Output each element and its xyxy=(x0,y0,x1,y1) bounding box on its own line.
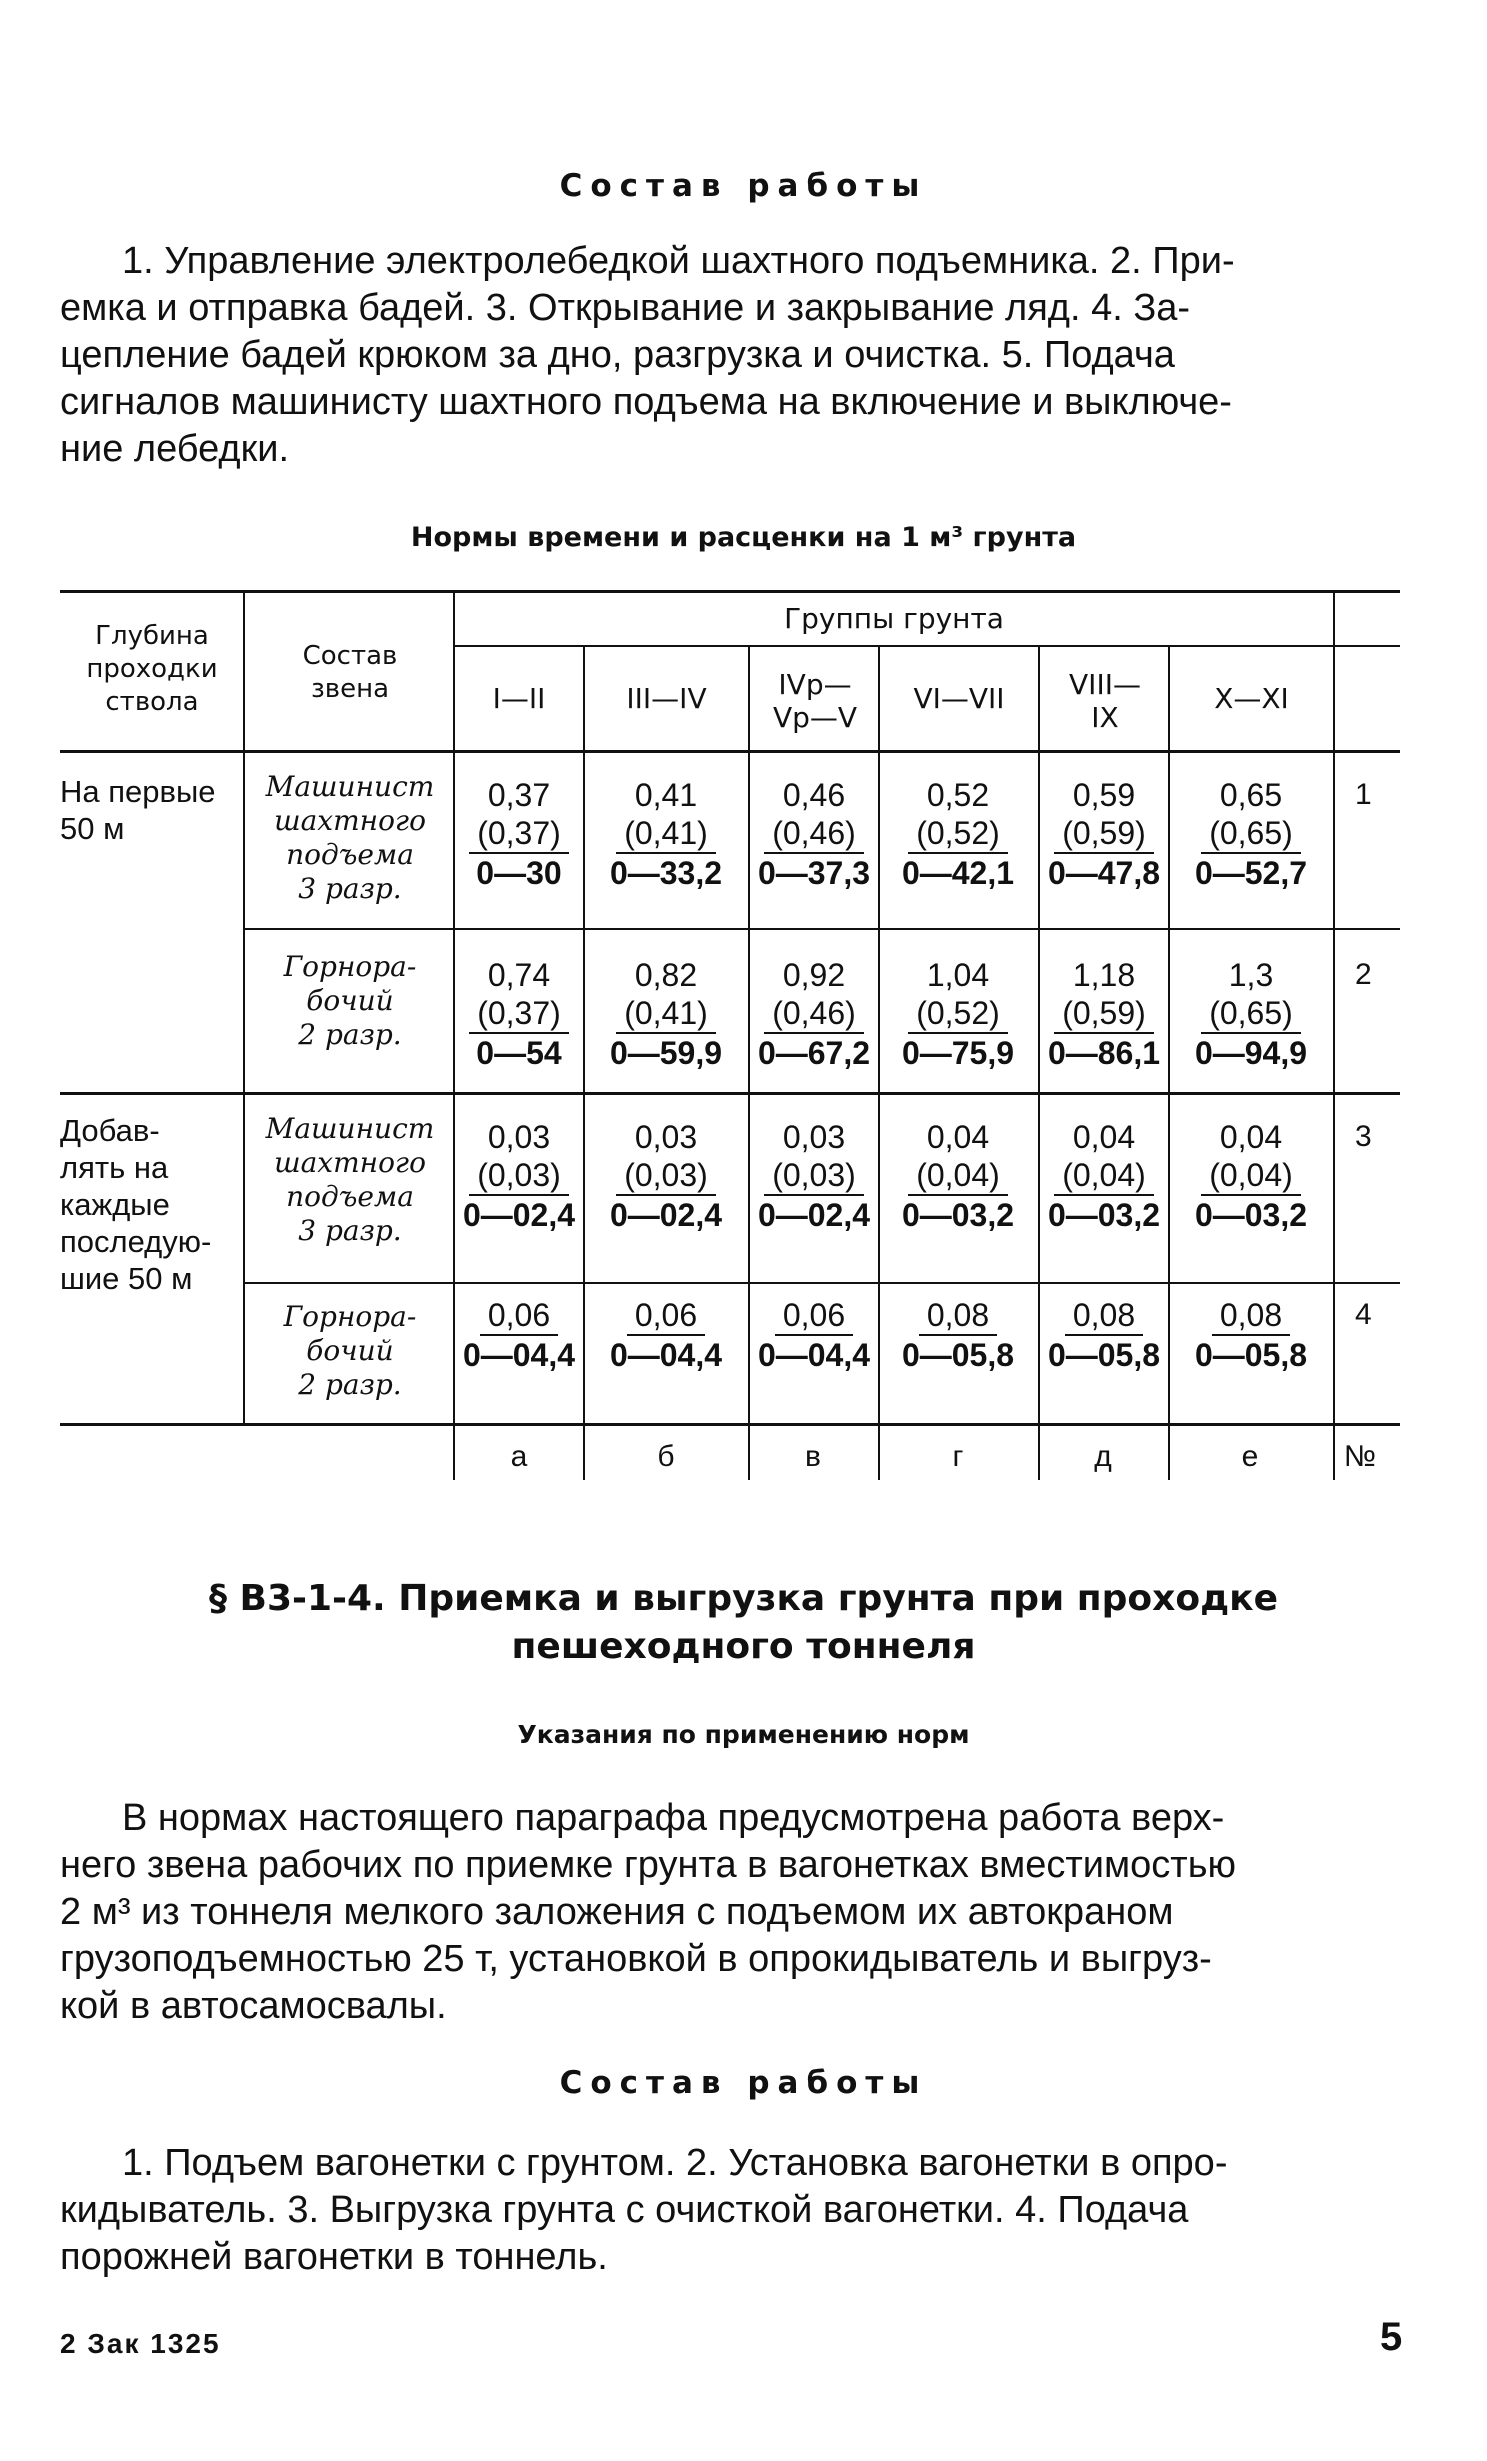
text-line: 1. Управление электролебедкой шахтного подъемника. 2. При- xyxy=(122,240,1235,282)
usage-notes-heading: Указания по применению норм xyxy=(517,1720,970,1749)
crew-label: Горнора- бочий 2 разр. xyxy=(283,1300,417,1401)
text-line: цепление бадей крюком за дно, разгрузка и очистка. 5. Подача xyxy=(60,334,1175,376)
table-cell: 0,03 (0,03) 0—02,4 xyxy=(462,1119,576,1233)
col-header: VI—VII xyxy=(913,682,1005,715)
column-letter: г xyxy=(952,1440,964,1473)
table-cell: 0,06 0—04,4 xyxy=(462,1297,576,1373)
table-cell: 0,92 (0,46) 0—67,2 xyxy=(757,957,871,1071)
text-line: ние лебедки. xyxy=(60,428,290,470)
crew-label: Горнора- бочий 2 разр. xyxy=(283,950,417,1051)
table-cell: 0,46 (0,46) 0—37,3 xyxy=(757,777,871,891)
table-cell: 0,06 0—04,4 xyxy=(757,1297,871,1373)
work-composition-heading: Состав работы xyxy=(559,168,928,204)
text-line: В нормах настоящего параграфа предусмотрена работа верх- xyxy=(122,1797,1225,1839)
table-cell: 1,18 (0,59) 0—86,1 xyxy=(1047,957,1161,1071)
column-letter: д xyxy=(1094,1440,1112,1473)
col-header: I—II xyxy=(492,682,546,715)
crew-label: Машинист шахтного подъема 3 разр. xyxy=(265,770,435,905)
row-depth-additional: Добав- лять на каждые последую- шие 50 м xyxy=(60,1113,212,1296)
row-number: 3 xyxy=(1355,1120,1372,1153)
row-depth-first: На первые 50 м xyxy=(60,774,216,846)
page-number: 5 xyxy=(1380,2315,1403,2359)
text-line: грузоподъемностью 25 т, установкой в опрокидыватель и выгруз- xyxy=(60,1938,1212,1980)
table-cell: 0,59 (0,59) 0—47,8 xyxy=(1047,777,1161,891)
text-line: емка и отправка бадей. 3. Открывание и закрывание ляд. 4. За- xyxy=(60,287,1191,329)
row-number: 2 xyxy=(1355,958,1372,991)
table-cell: 0,52 (0,52) 0—42,1 xyxy=(901,777,1015,891)
work-composition-text xyxy=(60,2140,1398,2281)
col-header: X—XI xyxy=(1214,682,1289,715)
table-cell: 0,06 0—04,4 xyxy=(609,1297,723,1373)
table-caption: Нормы времени и расценки на 1 м³ грунта xyxy=(410,522,1077,553)
table-cell: 0,65 (0,65) 0—52,7 xyxy=(1194,777,1308,891)
text-line: 2 м³ из тоннеля мелкого заложения с подъемом их автокраном xyxy=(60,1891,1174,1933)
col-header: III—IV xyxy=(626,682,707,715)
col-header: VIII—IX xyxy=(1069,668,1141,734)
col-header: IVр—Vр—V xyxy=(772,668,858,734)
table-cell: 0,08 0—05,8 xyxy=(1194,1297,1308,1373)
table-cell: 0,08 0—05,8 xyxy=(1047,1297,1161,1373)
text-line: сигналов машинисту шахтного подъема на включение и выключе- xyxy=(60,381,1232,423)
crew-label: Машинист шахтного подъема 3 разр. xyxy=(265,1112,435,1247)
work-composition-text xyxy=(60,238,1398,473)
text-line: кой в автосамосвалы. xyxy=(60,1985,447,2027)
column-letter: в xyxy=(805,1440,821,1473)
header-crew: Состав звена xyxy=(302,641,398,704)
section-title: § В3-1-4. Приемка и выгрузка грунта при проходке пешеходного тоннеля xyxy=(208,1578,1278,1667)
table-cell: 0,04 (0,04) 0—03,2 xyxy=(1194,1119,1308,1233)
row-number: 4 xyxy=(1355,1298,1372,1331)
table-cell: 0,41 (0,41) 0—33,2 xyxy=(609,777,723,891)
table-cell: 0,04 (0,04) 0—03,2 xyxy=(1047,1119,1161,1233)
table-cell: 0,37 (0,37) 0—30 xyxy=(454,776,584,892)
table-cell: 0,74 (0,37) 0—54 xyxy=(454,956,584,1072)
print-order-mark: 2 Зак 1325 xyxy=(60,2328,221,2359)
table-cell: 0,82 (0,41) 0—59,9 xyxy=(609,957,723,1071)
column-letter: а xyxy=(510,1440,528,1473)
header-depth: Глубина проходки ствола xyxy=(86,621,218,717)
table-cell: 0,03 (0,03) 0—02,4 xyxy=(609,1119,723,1233)
usage-notes-text xyxy=(60,1795,1398,2030)
column-number-sign: № xyxy=(1343,1440,1377,1473)
row-number: 1 xyxy=(1355,778,1372,811)
table-cell: 0,03 (0,03) 0—02,4 xyxy=(757,1119,871,1233)
text-line: порожней вагонетки в тоннель. xyxy=(60,2236,608,2278)
table-cell: 1,3 (0,65) 0—94,9 xyxy=(1194,957,1308,1071)
column-letter: б xyxy=(657,1440,675,1473)
text-line: 1. Подъем вагонетки с грунтом. 2. Установка вагонетки в опро- xyxy=(122,2142,1228,2184)
table-cell: 0,04 (0,04) 0—03,2 xyxy=(901,1119,1015,1233)
work-composition-heading: Состав работы xyxy=(559,2065,928,2101)
table-cell: 0,08 0—05,8 xyxy=(901,1297,1015,1373)
header-soil-groups: Группы грунта xyxy=(784,602,1004,635)
text-line: кидыватель. 3. Выгрузка грунта с очисткой вагонетки. 4. Подача xyxy=(60,2189,1189,2231)
text-line: него звена рабочих по приемке грунта в вагонетках вместимостью xyxy=(60,1844,1236,1886)
table-cell: 1,04 (0,52) 0—75,9 xyxy=(901,957,1015,1071)
column-letter: е xyxy=(1241,1440,1259,1473)
